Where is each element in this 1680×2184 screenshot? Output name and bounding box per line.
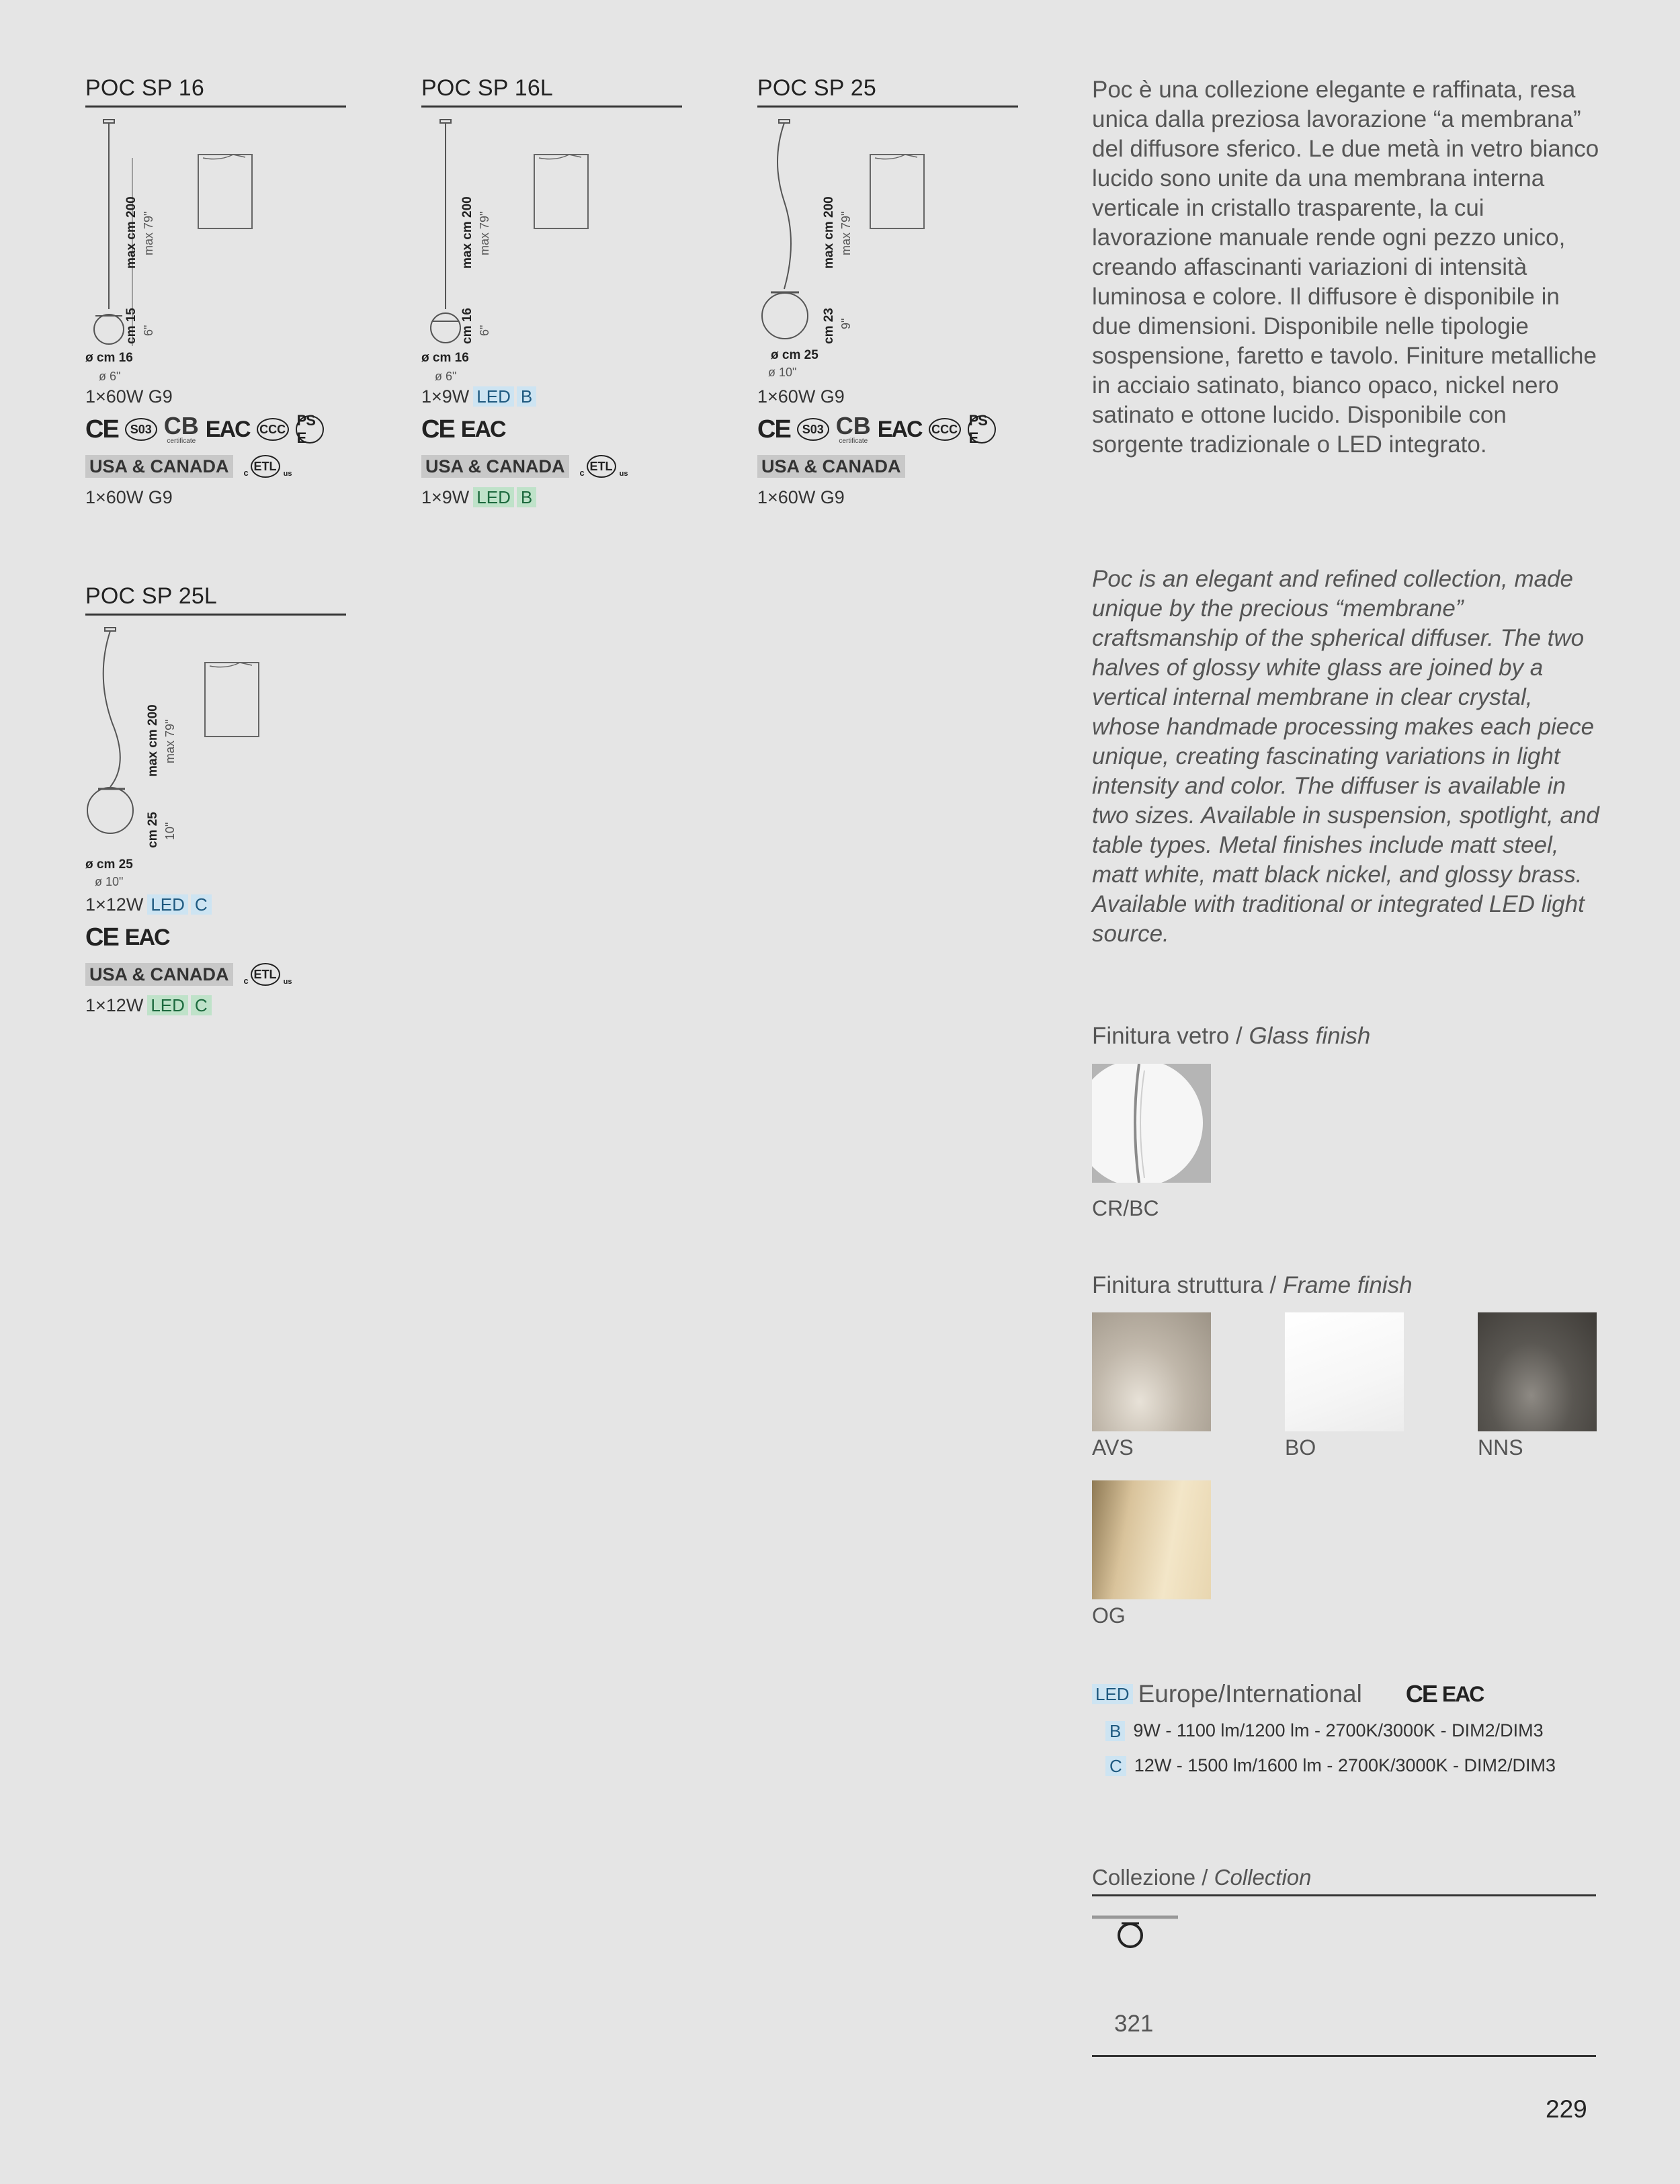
dim-height-inches: max 79": [839, 211, 853, 255]
dim-height-label: max cm 200: [460, 196, 474, 269]
usa-led-class-tag: B: [517, 487, 536, 507]
dim-sphere-label: cm 16: [460, 308, 474, 344]
frame-finish-swatch-og: [1092, 1480, 1211, 1599]
pse-mark-icon: PS E: [296, 415, 324, 444]
cert-row: [85, 410, 346, 449]
usa-canada-row: [757, 449, 1018, 484]
spec-power: 1×60W G9: [757, 386, 845, 407]
pse-mark-icon: PS E: [968, 415, 996, 444]
product-title: POC SP 16L: [421, 75, 682, 108]
dim-height-label: max cm 200: [124, 196, 138, 269]
led-tag: LED: [1092, 1684, 1133, 1704]
etl-mark-icon: c ETL us: [251, 963, 280, 986]
dim-height-label: max cm 200: [822, 196, 836, 269]
usa-canada-row: [85, 957, 346, 992]
frame-finish-swatch-bo: [1285, 1312, 1404, 1431]
etl-mark-icon: c ETL us: [587, 455, 616, 478]
dim-diameter-inches: ø 10": [95, 875, 124, 888]
dim-height-inches: max 79": [163, 719, 177, 763]
dim-height-inches: max 79": [478, 211, 491, 255]
pendant-drawing: [85, 616, 346, 864]
s03-mark-icon: S03: [797, 418, 829, 441]
dim-height-label: max cm 200: [146, 704, 160, 777]
led-class-tag: B: [517, 386, 536, 407]
ccc-mark-icon: CCC: [257, 418, 289, 441]
dim-sphere-label: cm 15: [124, 308, 138, 344]
ce-mark-icon: CE: [85, 415, 118, 444]
dim-diameter-label: ø cm 25: [771, 348, 818, 362]
dim-height-inches: max 79": [142, 211, 155, 255]
ce-mark-icon: CE: [421, 415, 454, 444]
cert-row: [757, 410, 1018, 449]
description-english: Poc is an elegant and refined collection, made unique by the precious “membrane” craftsmanship of the spherical diffuser. The two halves of glossy white glass are joined by a vertical internal membrane in clear crystal, whose handmade processing makes each piece unique, creating fascinating variations in light intensity and color. The diffuser is available in two sizes. Available in suspension, spotlight, and table types. Metal finishes include matt steel, matt white, matt black nickel, and glossy brass. Available with traditional or integrated LED light source.: [1092, 566, 1599, 947]
cb-certificate-icon: CB certificate: [835, 412, 871, 445]
dim-sphere-label: cm 23: [822, 308, 836, 344]
led-spec-b: [1105, 1720, 1544, 1741]
dim-diameter-inches: ø 10": [768, 366, 797, 379]
cert-row: [421, 410, 682, 449]
usa-spec-power: 1×9W LED B: [421, 484, 682, 511]
collection-number: 321: [1114, 2011, 1154, 2037]
collection-title: Collezione / Collection: [1092, 1865, 1596, 1896]
ce-mark-icon: CE: [85, 923, 118, 952]
usa-spec-power: 1×12W LED C: [85, 992, 346, 1019]
led-class-c-tag: C: [1105, 1756, 1126, 1776]
frame-finish-swatch-nns: [1478, 1312, 1597, 1431]
led-class-b-tag: B: [1105, 1721, 1125, 1741]
usa-canada-row: [421, 449, 682, 484]
dim-diameter-label: ø cm 16: [421, 351, 469, 365]
collection-pendant-icon: [1092, 1915, 1186, 1962]
frame-finish-code-og: OG: [1092, 1603, 1126, 1628]
ce-mark-icon: CE: [757, 415, 790, 444]
cert-row: [85, 918, 346, 957]
technical-drawing: [85, 616, 346, 888]
product-title: POC SP 25L: [85, 583, 346, 616]
technical-drawing: [421, 108, 682, 383]
usa-canada-label: USA & CANADA: [421, 455, 569, 478]
ccc-mark-icon: CCC: [929, 418, 961, 441]
description-italian: Poc è una collezione elegante e raffinata, resa unica dalla preziosa lavorazione “a membrana” del diffusore sferico. Le due metà in vetro bianco lucido sono unite da una membrana interna verticale in cristallo trasparente, la cui lavorazione manuale rende ogni pezzo unico, creando affascinanti variazioni di intensità luminosa e colore. Il diffusore è disponibile in due dimensioni. Disponibile nelle tipologie sospensione, faretto e tavolo. Finiture metalliche in acciaio satinato, bianco opaco, nickel nero satinato e ottone lucido. Disponibile con sorgente tradizionale o LED integrato.: [1092, 77, 1599, 458]
dim-sphere-inches: 6": [478, 325, 491, 336]
led-spec-c: [1105, 1755, 1556, 1776]
dim-diameter-label: ø cm 25: [85, 857, 133, 872]
frame-finish-swatch-avs: [1092, 1312, 1211, 1431]
cb-certificate-icon: CB certificate: [163, 412, 199, 445]
technical-drawing: [85, 108, 346, 383]
pendant-drawing: [757, 108, 1018, 356]
usa-canada-label: USA & CANADA: [757, 455, 905, 478]
product-title: POC SP 25: [757, 75, 1018, 108]
eac-mark-icon: EAC: [205, 416, 250, 442]
glass-finish-title: Finitura vetro / Glass finish: [1092, 1023, 1371, 1049]
eac-mark-icon: EAC: [460, 416, 505, 442]
usa-spec-power: 1×60W G9: [757, 487, 845, 507]
usa-led-tag: LED: [147, 995, 188, 1015]
spec-power: 1×12W LED C: [85, 891, 346, 918]
technical-drawing: [757, 108, 1018, 379]
product-poc-sp-16: [85, 75, 346, 511]
product-poc-sp-16l: [421, 75, 682, 511]
ce-mark-icon: CE: [1405, 1680, 1437, 1708]
frame-finish-code-nns: NNS: [1478, 1435, 1523, 1460]
usa-canada-label: USA & CANADA: [85, 963, 233, 986]
glass-sphere-icon: [1092, 1064, 1211, 1183]
led-spec-b-text: 9W - 1100 lm/1200 lm - 2700K/3000K - DIM2/DIM3: [1133, 1720, 1544, 1740]
frame-finish-code-avs: AVS: [1092, 1435, 1134, 1460]
dim-diameter-inches: ø 6": [435, 370, 457, 383]
dim-sphere-inches: 10": [163, 822, 177, 840]
usa-canada-label: USA & CANADA: [85, 455, 233, 478]
frame-finish-code-bo: BO: [1285, 1435, 1316, 1460]
glass-finish-code: CR/BC: [1092, 1196, 1159, 1220]
etl-mark-icon: c ETL us: [251, 455, 280, 478]
led-spec-c-text: 12W - 1500 lm/1600 lm - 2700K/3000K - DIM2/DIM3: [1134, 1755, 1556, 1775]
dim-sphere-label: cm 25: [146, 812, 160, 848]
product-title: POC SP 16: [85, 75, 346, 108]
dim-diameter-label: ø cm 16: [85, 351, 133, 365]
glass-finish-swatch-cr-bc: [1092, 1064, 1211, 1183]
usa-led-class-tag: C: [191, 995, 212, 1015]
frame-finish-title: Finitura struttura / Frame finish: [1092, 1272, 1413, 1298]
dim-sphere-inches: 6": [142, 325, 155, 336]
led-europe-row: [1092, 1680, 1483, 1708]
led-region: Europe/International: [1138, 1680, 1362, 1708]
usa-spec-power: 1×60W G9: [85, 487, 173, 507]
spec-power: 1×9W LED B: [421, 383, 682, 410]
s03-mark-icon: S03: [125, 418, 157, 441]
eac-mark-icon: EAC: [124, 924, 169, 950]
page-number: 229: [1546, 2095, 1587, 2123]
spec-power: 1×60W G9: [85, 386, 173, 407]
eac-mark-icon: EAC: [1441, 1681, 1484, 1706]
led-tag: LED: [473, 386, 514, 407]
eac-mark-icon: EAC: [877, 416, 922, 442]
usa-canada-row: [85, 449, 346, 484]
led-tag: LED: [147, 894, 188, 915]
led-class-tag: C: [191, 894, 212, 915]
usa-led-tag: LED: [473, 487, 514, 507]
dim-sphere-inches: 9": [839, 318, 853, 329]
dim-diameter-inches: ø 6": [99, 370, 121, 383]
product-poc-sp-25: [757, 75, 1018, 511]
product-poc-sp-25l: [85, 583, 346, 1019]
collection-divider: [1092, 2055, 1596, 2057]
